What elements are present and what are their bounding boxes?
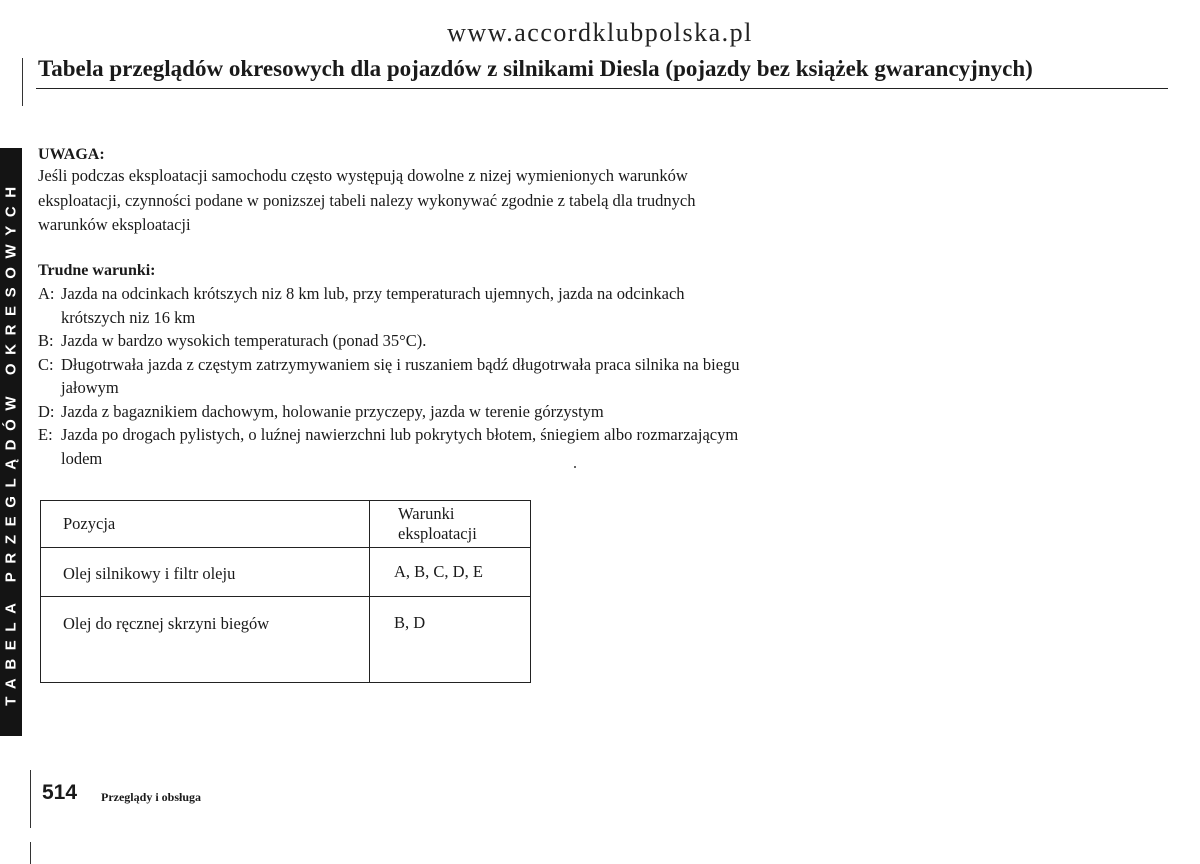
- table-cell-conditions: A, B, C, D, E: [370, 548, 531, 597]
- table-cell-item: Olej do ręcznej skrzyni biegów: [41, 597, 370, 683]
- page-title: Tabela przeglądów okresowych dla pojazdów z silnikami Diesla (pojazdy bez książek gwarancyjnych): [38, 56, 1033, 81]
- table-cell-conditions: B, D: [370, 597, 531, 683]
- note-body: Jeśli podczas eksploatacji samochodu często występują dowolne z nizej wymienionych warunków eksploatacji, czynności podane w ponizszej tabeli nalezy wykonywać zgodnie z tabelą dla trudnych warunków eksploatacji: [38, 166, 696, 234]
- condition-item-e: [38, 423, 748, 470]
- condition-item-c: [38, 353, 748, 400]
- title-divider: [36, 88, 1168, 89]
- condition-item-d: [38, 400, 748, 424]
- margin-line-bottom-lower: [30, 842, 31, 864]
- condition-item-b: [38, 329, 748, 353]
- condition-text: Jazda z bagaznikiem dachowym, holowanie przyczepy, jazda w terenie górzystym: [61, 401, 604, 421]
- conditions-heading: Trudne warunki:: [38, 262, 156, 279]
- condition-text: Długotrwała jazda z częstym zatrzymywaniem się i ruszaniem bądź długotrwała praca silnika na biegu jałowym: [61, 354, 740, 397]
- condition-text: Jazda na odcinkach krótszych niz 8 km lub, przy temperaturach ujemnych, jazda na odcinkach krótszych niz 16 km: [61, 284, 685, 327]
- footer-section-name: Przeglądy i obsługa: [101, 790, 202, 804]
- table-header-row: [41, 501, 531, 548]
- table-header-item: Pozycja: [41, 501, 370, 548]
- condition-item-a: [38, 282, 748, 329]
- condition-key: B:: [38, 331, 54, 350]
- table-cell-item: Olej silnikowy i filtr oleju: [41, 548, 370, 597]
- maintenance-conditions-table: [40, 500, 531, 683]
- condition-key: E:: [38, 425, 53, 444]
- side-section-tab-label: TABELA PRZEGLĄDÓW OKRESOWYCH: [2, 178, 20, 706]
- page-number: 514: [42, 781, 78, 804]
- watermark-url: www.accordklubpolska.pl: [447, 18, 753, 47]
- table-row: [41, 548, 531, 597]
- table-row: [41, 597, 531, 683]
- margin-line-bottom: [30, 770, 31, 828]
- scan-speck: [574, 466, 576, 468]
- table-header-conditions: Warunki eksploatacji: [370, 501, 531, 548]
- condition-key: D:: [38, 401, 55, 421]
- conditions-list: [38, 282, 748, 470]
- condition-text: Jazda w bardzo wysokich temperaturach (ponad 35°C).: [61, 331, 427, 350]
- margin-line-top: [22, 58, 23, 106]
- note-heading: UWAGA:: [38, 146, 105, 163]
- condition-key: C:: [38, 354, 54, 374]
- condition-text: Jazda po drogach pylistych, o luźnej nawierzchni lub pokrytych błotem, śniegiem albo rozmarzającym lodem: [61, 425, 739, 468]
- condition-key: A:: [38, 284, 55, 303]
